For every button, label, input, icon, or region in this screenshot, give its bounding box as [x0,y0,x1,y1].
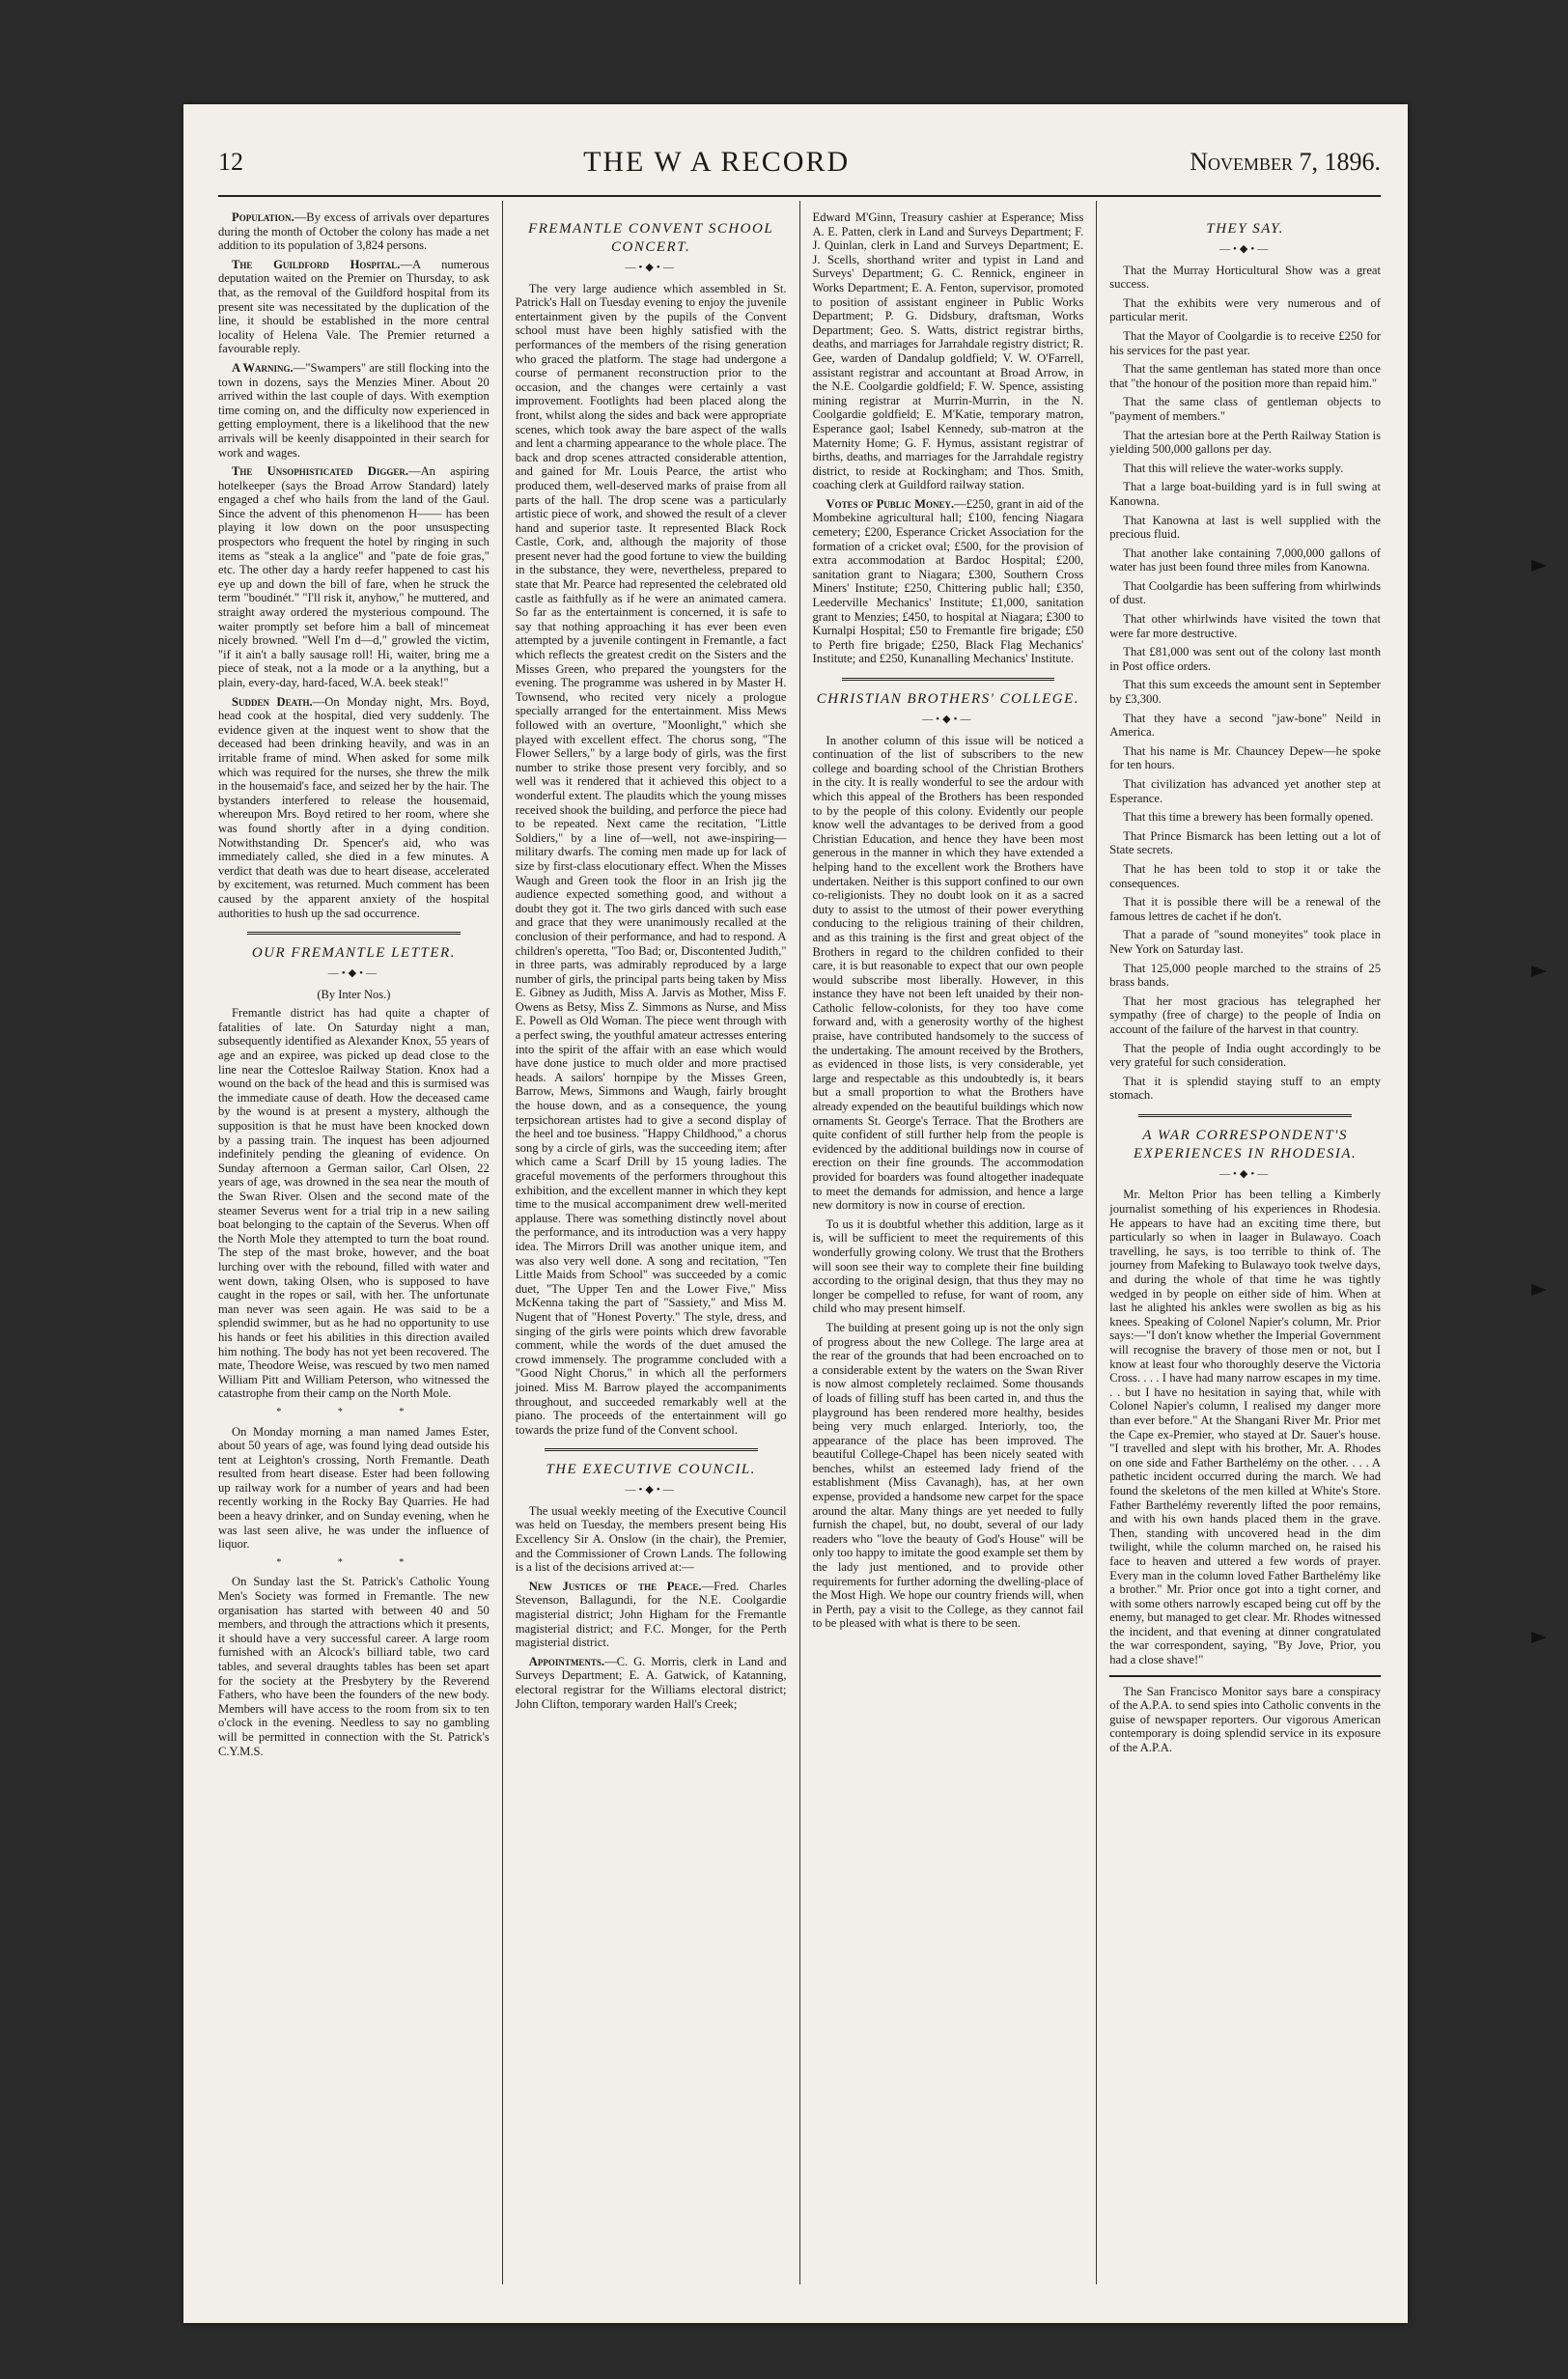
paragraph-warning: A Warning.—"Swampers" are still flocking into the town in dozens, says the Menzies Miner. About 20 arrived within the last couple of days. With exemption time coming on, and the difficulty now experienced in getting employment, there is a likelihood that the new arrivals will be keenly disappointed in their search for work and wages. [218,360,490,460]
page-number: 12 [218,148,243,176]
they-say-item: That he has been told to stop it or take the consequences. [1109,861,1381,890]
they-say-item: That a parade of "sound moneyites" took place in New York on Saturday last. [1109,928,1381,956]
paragraph-concert: The very large audience which assembled in St. Patrick's Hall on Tuesday evening to enjoy the juvenile entertainment given by the pupils of the Convent school must have been highly satisfied with the performances of the members of the rising generation who graced the platform. The stage had undergone a course of permanent reconstruction prior to the occasion, and the changes were certainly a vast improvement. Footlights had been placed along the front, whilst along the sides and back were appropriate scenes, which took away the bare aspect of the walls and lent a charming appearance to the whole place. The back and drop scenes attracted considerable attention, and gained for Mr. Louis Pearce, the artist who produced them, well-deserved marks of praise from all parts of the hall. The drop scene was a particularly artistic piece of work, and showed the result of a clever hand and superior taste. It represented Black Rock Castle, Cork, and, although the majority of those present never had the good fortune to view the building in the substance, they were, nevertheless, prepared to state that Mr. Pearce had represented the celebrated old castle as faithfully as if he were an animated camera. So far as the entertainment is concerned, it is safe to say that nothing approaching it has ever been even attempted by a juvenile contingent in Fremantle, a fact which reflects the greatest credit on the Sisters and the Misses Green, who prepared the youngsters for the evening. The programme was ushered in by Master H. Townsend, who recited very nicely a prologue specially arranged for the entertainment. Miss Mews followed with an overture, "Moonlight," which she played with excellent effect. The chorus song, "The Flower Sellers," by a large body of girls, was the first number to strike those present very forcibly, and so well was it rendered that it achieved this object to a wonderful extent. The plaudits which the young misses received shook the building, and perforce the piece had to be repeated. Next came the recitation, "Little Soldiers," by a line of—well, not awe-inspiring—military dwarfs. The coming men made up for lack of size by first-class elocutionary effect. When the Misses Waugh and Green took the floor in an Irish jig the audience expected something good, and without a doubt they got it. The two girls danced with such ease and grace that they were unanimously recalled at the conclusion of their performance, and had to respond. A children's operetta, "Too Bad; or, Discontented Judith," in three parts, was admirably reproduced by a large number of girls, the principal parts being taken by Miss E. Gibney as Judith, Miss A. Jarvis as Mother, Miss F. Owens as Betsy, Miss Z. Simmons as Nurse, and Miss E. Powell as Old Woman. The piece went through with a perfect swing, the youthful amateur actresses entering into the spirit of the affair with an ease which would have done justice to much older and more practised heads. A sailors' hornpipe by the Misses Green, Barrow, Mews, Simmons and Waugh, fairly brought the house down, and as a consequence, the young terpsichorean artistes had to give a second display of the heel and toe business. "Happy Childhood," a chorus song by a circle of girls, was the succeeding item; after which came a Scarf Drill by 15 young ladies. The graceful movements of the performers throughout this exhibition, and the excellent manner in which they kept time to the musical accompaniment drew well-merited applause. There was something distinctly novel about the performance, and its introduction was a very happy idea. The Mirrors Drill was another unique item, and was also very well done. A song and recitation, "Ten Little Maids from School" was succeeded by a comic duet, "The Upper Ten and the Lower Five," Miss McKenna taking the part of "Sassiety," and Miss M. Nugent that of "Honest Poverty." The style, dress, and singing of the girls were points which drew favorable comment, while the words of the duet amused the crowd immensely. The programme concluded with a "Good Night Chorus," in which all the performers joined. Miss M. Barrow played the accompaniments throughout, and succeeded remarkably well at the piano. The proceeds of the entertainment will go towards the prize fund of the Convent school. [515,281,787,1437]
page-header [218,141,1381,183]
paragraph-college-1: In another column of this issue will be noticed a continuation of the list of subscribers to the new college and boarding school of the Christian Brothers in the city. It is really wonderful to see the ardour with which this appeal of the Brothers has been responded to by the people of this colony. Evidently our people know well the advantages to be derived from a good Christian Education, and hence they have been most generous in the manner in which they have extended a helping hand to the excellent work the Brothers have undertaken. Neither is this support confined to our own co-religionists. They no doubt look on it as a sacred duty to assist to the utmost of their power everything conducing to the religious training of their children, and as this training is the first and great object of the Brothers in regard to the children confided to their care, it is but reasonable to expect that our own people would subscribe most liberally. However, in this instance they have not been left unaided by their non-Catholic fellow-colonists, for they too have come forward and, with a generosity worthy of the highest praise, have contributed handsomely to the success of the undertaking. The amount received by the Brothers, as evidenced in those lists, is very considerable, yet large and respectable as this undoubtedly is, it bears but a small proportion to what the Brothers have already expended on the beautiful buildings which now ornaments St. George's Terrace. That the Brothers are quite confident of still further help from the people is evidenced by the additional buildings now in course of erection on their fine grounds. The accommodation provided for boarders was found altogether inadequate to meet the demands for admission, and hence a large new dormitory is now in course of erection. [812,733,1084,1213]
they-say-item: That the exhibits were very numerous and of particular merit. [1109,295,1381,324]
paragraph-monitor: The San Francisco Monitor says bare a conspiracy of the A.P.A. to send spies into Catholic convents in the guise of newspaper reporters. Our vigorous American contemporary is doing splendid service in its exposure of the A.P.A. [1109,1684,1381,1755]
column-4 [1096,201,1381,2284]
paragraph-council: The usual weekly meeting of the Executive Council was held on Tuesday, the members present being His Excellency Sir A. Onslow (in the chair), the Premier, and the Commissioner of Crown Lands. The following is a list of the decisions arrived at:— [515,1503,787,1575]
header-rule [218,195,1381,197]
heading-executive-council: THE EXECUTIVE COUNCIL. [546,1462,756,1478]
masthead-title: THE W A RECORD [583,146,851,178]
monitor-note [1109,1675,1381,1755]
ornament: —•◆•— [625,262,677,273]
paragraph-letter-2: On Monday morning a man named James Ester, about 50 years of age, was found lying dead outside his tent at Leighton's crossing, North Fremantle. Death resulted from heart disease. Ester had been following up railway work for a number of years and had been recently working in the Rocky Bay Quarries. He had been a heavy drinker, and on Sunday evening, when he was last seen alive, he was under the influence of liquor. [218,1424,490,1552]
ornament: —•◆•— [625,1484,677,1497]
paragraph-appointments-cont: Edward M'Ginn, Treasury cashier at Esperance; Miss A. E. Patten, clerk in Land and Surveys Department; F. J. Quinlan, clerk in Land and Surveys Department; E. J. Scells, shorthand writer and typist in Land and Surveys' Department; G. C. Rennick, engineer in Works Department; E. A. Fenton, supervisor, promoted to position of assistant engineer in Public Works Department; P. G. Didsbury, draftsman, Works Department; Geo. S. Watts, district registrar births, deaths, and marriages for Jarrahdale registry district; R. Gee, warden of Dandalup goldfield; V. W. O'Farrell, assistant registrar and accountant at Broad Arrow, in the N.E. Coolgardie goldfield; F. W. Spence, assisting mining registrar at Murrin-Murrin, in the N. Coolgardie goldfield; E. M'Katie, temporary matron, Esperance gaol; Isabel Kennedy, sub-matron at the Maternity Home; G. F. Hymus, assistant registrar of births, deaths, and marriages for the Jarrahdale registry district, to reside at Rockingham; and Thos. Smith, coaching clerk at Guildford railway station. [812,210,1084,492]
column-1 [218,201,502,2284]
paragraph-guildford: The Guildford Hospital.—A numerous deputation waited on the Premier on Thursday, to ask that, as the removal of the Guildford hospital from its present site was necessitated by the duplication of the line, it should be established in the more central locality of Helena Vale. The Premier returned a favourable reply. [218,257,490,356]
margin-arrow-icon [1531,1284,1547,1296]
paragraph-college-3: The building at present going up is not the only sign of progress about the new College. The large area at the rear of the grounds that had been encroached on to a considerable extent by the waters on the Swan River is now almost completely reclaimed. Some thousands of loads of filling stuff has been carted in, and thus the playground has been rendered more healthy, besides being very much enlarged. Interiorly, too, the appearance of the place has been improved. The beautiful College-Chapel has been nicely seated with benches, whilst an esteemed lady friend of the establishment (Miss Cavanagh), has, at her own expense, provided a handsome new carpet for the space around the altar. Many things are yet needed to fully furnish the chapel, but, no doubt, several of our lady readers who "love the beauty of God's House" will be only too happy to imitate the good example set them by the lady just mentioned, and to provide other requirements for further adorning the dwelling-place of the Most High. We hope our country friends will, when in Perth, pay a visit to the College, as they cannot fail to be pleased with what is there to be seen. [812,1320,1084,1631]
ornament: —•◆•— [327,967,379,980]
issue-date: November 7, 1896. [1190,148,1381,176]
they-say-item: That this sum exceeds the amount sent in September by £3,300. [1109,678,1381,707]
column-2 [502,201,799,2284]
columns [218,201,1381,2284]
section-divider [842,678,1055,681]
they-say-list [1109,264,1381,1103]
asterism: * * * [276,1556,432,1568]
margin-arrow-icon [1531,966,1547,977]
ornament: —•◆•— [1219,1167,1272,1180]
margin-arrow-icon [1531,560,1547,572]
section-divider [247,932,461,935]
paragraph-war: Mr. Melton Prior has been telling a Kimberly journalist something of his experiences in Rhodesia. He appears to have had an exciting time there, but particularly so when in laager in Bulawayo. Coach travelling, he says, is too terrible to think of. The journey from Mafeking to Bulawayo took twelve days, and during the whole of that time he was tightly wedged in by people on either side of him. When at last he alighted his ankles were swollen as big as his knees. Speaking of Colonel Napier's column, Mr. Prior says:—"I don't know whether the Imperial Government will recognise the bravery of those men or not, but I know at least four who thoroughly deserve the Victoria Cross. . . . I have had many narrow escapes in my time. . . but I have no hesitation in saying that, while with Colonel Napier's column, I realised my danger more than ever before." At the Shangani River Mr. Prior met the Cape ex-Premier, who stayed at Dr. Sauer's house. "I travelled and slept with his brother, Mr. A. Rhodes on one side and Father Barthelémy on the other. . . . A pathetic incident occurred during the march. We had found the skeletons of the men killed at White's Store. Father Barthelémy reverently lifted the poor remains, and with his own hands placed them in the grave. Then, standing with uncovered head in the dim twilight, while the column marched on, he raised his face to heaven and uttered a few words of prayer. Every man in the column loved Father Barthelémy like a brother." Mr. Prior once got into a tight corner, and with some others narrowly escaped being cut off by the enemy, but managed to get clear. Mr. Rhodes witnessed the incident, and that evening at dinner congratulated the war correspondent, saying, "By Jove, Prior, you had a close shave!" [1109,1188,1381,1667]
they-say-item: That the Murray Horticultural Show was a great success. [1109,263,1381,292]
paragraph-letter-3: On Sunday last the St. Patrick's Catholic Young Men's Society was formed in Fremantle. The new organisation has started with between 40 and 50 members, and through the attractions which it presents, it should have a very successful career. A large room furnished with an Alcock's billiard table, two card tables, and several draughts tables has been set apart for the society at the Presbytery by the Reverend Fathers, who have been the founders of the new body. Members will have access to the room from six to ten o'clock in the evening. Needless to say no gambling will be permitted in connection with the St. Patrick's C.Y.M.S. [218,1575,490,1758]
section-divider [545,1448,758,1451]
heading-they-say: THEY SAY. [1206,221,1284,237]
heading-brothers-college: CHRISTIAN BROTHERS' COLLEGE. [816,691,1080,707]
margin-arrow-icon [1531,1632,1547,1643]
they-say-item: That civilization has advanced yet another step at Esperance. [1109,777,1381,805]
they-say-item: That the same class of gentleman objects to "payment of members." [1109,395,1381,423]
they-say-item: That it is splendid staying stuff to an empty stomach. [1109,1074,1381,1103]
they-say-item: That his name is Mr. Chauncey Depew—he spoke for ten hours. [1109,743,1381,772]
newspaper-page [183,104,1408,2323]
they-say-item: That Coolgardie has been suffering from whirlwinds of dust. [1109,578,1381,607]
they-say-item: That a large boat-building yard is in full swing at Kanowna. [1109,480,1381,508]
they-say-item: That the same gentleman has stated more than once that "the honour of the position more than repaid him." [1109,362,1381,390]
paragraph-justices: New Justices of the Peace.—Fred. Charles Stevenson, Ballagundi, for the N.E. Coolgardie magisterial district; John Higham for the Fremantle magisterial district; and F.C. Monger, for the Perth magisterial district. [515,1579,787,1650]
paragraph-letter-1: Fremantle district has had quite a chapter of fatalities of late. On Saturday night a man, subsequently identified as Alexander Knox, 55 years of age and an expiree, was picked up dead close to the line near the Cottesloe Railway Station. Knox had a wound on the back of the head and this is surmised was the immediate cause of death. How the deceased came by the wound is at present a mystery, although the supposition is that he must have been knocked down by a passing train. The inquest has been adjourned indefinitely pending the gleaning of evidence. On Sunday afternoon a German sailor, Carl Olsen, 22 years of age, was drowned in the sea near the mouth of the Swan River. Olsen and the second mate of the steamer Severus went for a trial trip in a new sailing boat belonging to the captain of the Severus. When off the North Mole they attempted to turn the boat round. The step of the mast broke, however, and the boat lurching over with the rebound, filled with water and went down, taking Olsen, who is supposed to have caught in the ropes or sail, with her. The unfortunate man never was seen again. He was said to be a splendid swimmer, but as he had no opportunity to use his hands or feet his abilities in this direction availed him nothing. The body has not yet been recovered. The mate, Theodore Weise, was rescued by two men named William Pitt and William Peterson, who witnessed the catastrophe from their camp on the North Mole. [218,1006,490,1401]
paragraph-population: Population.—By excess of arrivals over departures during the month of October the colony has made a net addition to its population of 3,824 persons. [218,210,490,253]
they-say-item: That this will relieve the water-works supply. [1123,461,1344,475]
paragraph-sudden-death: Sudden Death.—On Monday night, Mrs. Boyd, head cook at the hospital, died very suddenly. The evidence given at the inquest went to show that the deceased had been drinking heavily, and was in an irritable frame of mind. When asked for some milk which was required for the nurses, she threw the milk in the housemaid's face, and seized her by the hair. The bystanders interfered to release the housemaid, whereupon Mrs. Boyd retired to her room, where she was found shortly after in a dying condition. Notwithstanding Dr. Spencer's aid, who was immediately called, she died in a few minutes. A verdict that death was due to heart disease, accelerated by excitement, was returned. Much comment has been caused by the apparent anxiety of the hospital authorities to hush up the sad occurrence. [218,694,490,920]
section-divider [1138,1114,1352,1117]
paragraph-appointments: Appointments.—C. G. Morris, clerk in Land and Surveys Department; E. A. Gatwick, of Katanning, electoral registrar for the Williams electoral district; John Clifton, temporary warden Hall's Creek; [515,1654,787,1711]
they-say-item: That they have a second "jaw-bone" Neild in America. [1109,711,1381,740]
heading-war-correspondent: A WAR CORRESPONDENT'S EXPERIENCES IN RHODESIA. [1133,1127,1358,1162]
they-say-item: That the Mayor of Coolgardie is to receive £250 for his services for the past year. [1109,328,1381,357]
they-say-item: That this time a brewery has been formally opened. [1123,810,1374,825]
they-say-item: That another lake containing 7,000,000 gallons of water has just been found three miles from Kanowna. [1109,546,1381,574]
heading-convent-concert: FREMANTLE CONVENT SCHOOL CONCERT. [528,221,774,255]
they-say-item: That it is possible there will be a renewal of the famous lettres de cachet if he don't. [1109,895,1381,923]
ornament: —•◆•— [922,714,974,725]
paragraph-college-2: To us it is doubtful whether this addition, large as it is, will be sufficient to meet the requirements of this wonderfully growing colony. We trust that the Brothers will soon see their way to complete their fine building according to the original design, that thus they may no longer be compelled to refuse, for want of room, any child who may present himself. [812,1217,1084,1316]
column-3 [799,201,1097,2284]
they-say-item: That the people of India ought accordingly to be very grateful for such consideration. [1109,1041,1381,1070]
they-say-item: That the artesian bore at the Perth Railway Station is yielding 500,000 gallons per day. [1109,428,1381,457]
paragraph-digger: The Unsophisticated Digger.—An aspiring hotelkeeper (says the Broad Arrow Standard) lately engaged a chef who hails from the land of the Gaul. Since the advent of this phenomenon H—— has been playing it low down on the poor unsuspecting prospectors who frequent the hotel by ringing in such items as "steak a la anglice" and "pate de foie gras," etc. The other day a hardy reefer happened to cast his eye up and down the bill of fare, when he struck the term "boudinét." "I'll risk it, anyhow," he muttered, and straight away ordered the mysterious compound. The waiter promptly set before him a ball of mincemeat nicely browned. "Well I'm d—d," growled the victim, "if it ain't a bally sausage roll! Hi, waiter, bring me a piece of steak, not a la mode or a la anything, but a plain, every-day, hard-faced, W.A. beek steak!" [218,464,490,689]
heading-fremantle-letter: OUR FREMANTLE LETTER. [251,945,456,962]
they-say-item: That her most gracious has telegraphed her sympathy (free of charge) to the people of India on account of the failure of the harvest in that country. [1109,994,1381,1036]
asterism: * * * [276,1406,432,1417]
paragraph-votes: Votes of Public Money.—£250, grant in aid of the Mombekine agricultural hall; £100, fencing Niagara cemetery; £200, Esperance Cricket Association for the formation of a cricket oval; £500, for the provision of extra accommodation at Bardoc Hospital; £200, sanitation grant to Niagara; £300, Southern Cross Miners' Institute; £250, Chittering public hall; £350, Leederville Mechanics' Institute; £1,000, sanitation grant to Menzies; £450, to hospital at Niagara; £300 to Kurnalpi Hospital; £50 to Fremantle fire brigade; £50 to Perth fire brigade; £250, Black Flag Mechanics' Institute; and £250, Kunanalling Mechanics' Institute. [812,496,1084,666]
ornament: —•◆•— [1219,243,1272,255]
they-say-item: That other whirlwinds have visited the town that were far more destructive. [1109,612,1381,640]
they-say-item: That 125,000 people marched to the strains of 25 brass bands. [1109,961,1381,990]
they-say-item: That Prince Bismarck has been letting out a lot of State secrets. [1109,828,1381,857]
they-say-item: That £81,000 was sent out of the colony last month in Post office orders. [1109,645,1381,673]
they-say-item: That Kanowna at last is well supplied with the precious fluid. [1109,513,1381,542]
byline: (By Inter Nos.) [317,987,391,1001]
